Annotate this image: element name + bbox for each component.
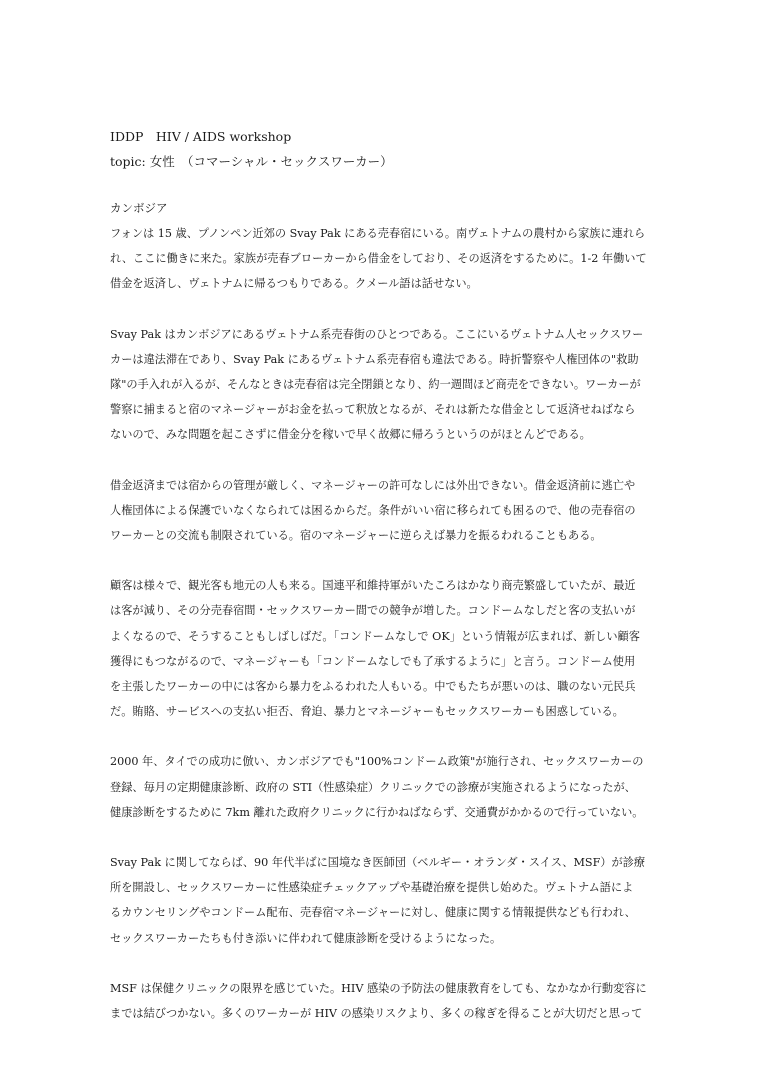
- paragraph-3: [110, 473, 658, 549]
- paragraph-line: カーは違法滞在であり、Svay Pak にあるヴェトナム系売春宿も違法である。時折警察や人権団体の"救助: [110, 352, 639, 366]
- paragraph-line: 人権団体による保護でいなくなられては困るからだ。条件がいい宿に移られても困るので、他の売春宿の: [110, 503, 636, 517]
- document-topic: topic: 女性 （コマーシャル・セックスワーカー）: [110, 154, 393, 169]
- section-label: カンボジア: [110, 201, 168, 215]
- paragraph-line: 健康診断をするために 7km 離れた政府クリニックに行かねばならず、交通費がかかるので行っていない。: [110, 805, 644, 819]
- document-title: IDDP HIV / AIDS workshop: [110, 129, 292, 144]
- spacer: [110, 548, 658, 573]
- spacer: [110, 297, 658, 322]
- spacer: [110, 825, 658, 850]
- paragraph-line: MSF は保健クリニックの限界を感じていた。HIV 感染の予防法の健康教育をしても、なかなか行動変容に: [110, 981, 647, 995]
- paragraph-line: を主張したワーカーの中には客から暴力をふるわれた人もいる。中でもたちが悪いのは、職のない元民兵: [110, 680, 636, 694]
- paragraph-line: Svay Pak に関してならば、90 年代半ばに国境なき医師団（ベルギー・オランダ・スイス、MSF）が診療: [110, 856, 646, 870]
- paragraph-line: 借金返済までは宿からの管理が厳しく、マネージャーの許可なしには外出できない。借金返済前に逃亡や: [110, 478, 636, 492]
- paragraph-4: [110, 573, 658, 724]
- paragraph-line: だ。賄賂、サービスへの支払い拒否、脅迫、暴力とマネージャーもセックスワーカーも困惑している。: [110, 705, 624, 719]
- paragraph-line: までは結びつかない。多くのワーカーが HIV の感染リスクより、多くの稼ぎを得ることが大切だと思って: [110, 1007, 643, 1021]
- paragraph-line: セックスワーカーたちも付き添いに伴われて健康診断を受けるようになった。: [110, 931, 502, 945]
- paragraph-line: れ、ここに働きに来た。家族が売春ブローカーから借金をしており、その返済をするために。1-2 年働いて: [110, 252, 647, 266]
- paragraph-line: フォンは 15 歳、プノンペン近郊の Svay Pak にある売春宿にいる。南ヴェトナムの農村から家族に連れら: [110, 227, 646, 240]
- spacer: [110, 448, 658, 473]
- paragraph-line: 登録、毎月の定期健康診断、政府の STI（性感染症）クリニックでの診療が実施されるようになったが、: [110, 780, 636, 794]
- paragraph-line: 隊"の手入れが入るが、そんなときは売春宿は完全閉鎖となり、約一週間ほど商売をできない。ワーカーが: [110, 378, 641, 392]
- paragraph-line: Svay Pak はカンボジアにあるヴェトナム系売春街のひとつである。ここにいるヴェトナム人セックスワー: [110, 327, 644, 341]
- paragraph-line: 顧客は様々で、観光客も地元の人も来る。国連平和維持軍がいたころはかなり商売繁盛していたが、最近: [110, 579, 636, 593]
- paragraph-line: るカウンセリングやコンドーム配布、売春宿マネージャーに対し、健康に関する情報提供なども行われ、: [110, 906, 636, 920]
- paragraph-line: ないので、みな問題を起こさずに借金分を稼いで早く故郷に帰ろうというのがほとんどである。: [110, 428, 591, 442]
- paragraph-line: 獲得にもつながるので、マネージャーも「コンドームなしでも了承するように」と言う。コンドーム使用: [110, 654, 636, 668]
- paragraph-line: 借金を返済し、ヴェトナムに帰るつもりである。クメール語は話せない。: [110, 277, 478, 291]
- paragraph-6: [110, 850, 658, 951]
- paragraph-line: 警察に捕まると宿のマネージャーがお金を払って釈放となるが、それは新たな借金として返済せねばなら: [110, 403, 636, 417]
- paragraph-line: よくなるので、そうすることもしばしばだ。「コンドームなしで OK」という情報が広まれば、新しい顧客: [110, 629, 640, 643]
- paragraph-7: [110, 976, 658, 1026]
- paragraph-1: [110, 221, 658, 297]
- paragraph-line: 2000 年、タイでの成功に倣い、カンボジアでも"100%コンドーム政策"が施行され、セックスワーカーの: [110, 755, 644, 769]
- paragraph-2: [110, 322, 658, 448]
- document-body: [110, 124, 658, 1026]
- spacer: [110, 951, 658, 976]
- spacer: [110, 724, 658, 749]
- paragraph-line: 所を開設し、セックスワーカーに性感染症チェックアップや基礎治療を提供し始めた。ヴェトナム語によ: [110, 881, 634, 895]
- paragraph-line: は客が減り、その分売春宿間・セックスワーカー間での競争が増した。コンドームなしだと客の支払いが: [110, 604, 636, 618]
- paragraph-line: ワーカーとの交流も制限されている。宿のマネージャーに逆らえば暴力を振るわれることもある。: [110, 529, 602, 543]
- paragraph-5: [110, 749, 658, 825]
- spacer: [110, 174, 658, 196]
